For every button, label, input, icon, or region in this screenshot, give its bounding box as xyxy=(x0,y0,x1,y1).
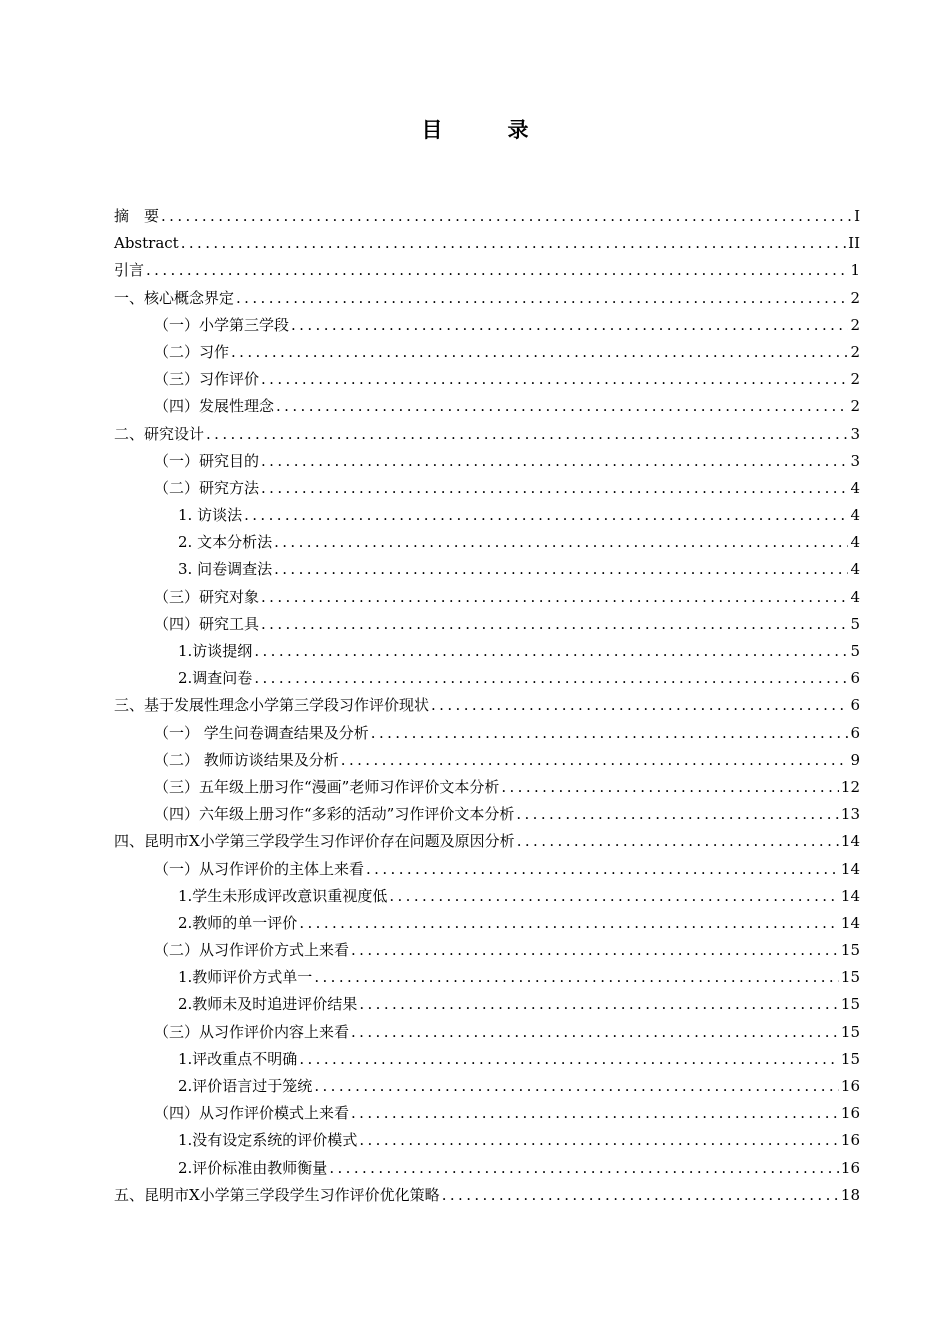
toc-entry[interactable] xyxy=(114,1155,860,1182)
toc-entry-page-number: 14 xyxy=(840,832,860,851)
toc-entry-label: （二）研究方法 xyxy=(154,478,260,497)
toc-entry[interactable] xyxy=(114,1019,860,1046)
toc-entry-page-number: 15 xyxy=(840,941,860,960)
toc-entry-label: 1.访谈提纲 xyxy=(178,642,253,660)
toc-entry-label: （二）从习作评价方式上来看 xyxy=(154,941,350,960)
toc-entry-label: 1.学生未形成评改意识重视度低 xyxy=(178,886,388,905)
dot-leader xyxy=(236,285,848,312)
dot-leader xyxy=(254,638,848,665)
toc-entry[interactable] xyxy=(114,1182,860,1209)
toc-entry-page-number: I xyxy=(854,207,860,225)
toc-entry-page-number: 13 xyxy=(840,805,860,824)
toc-entry-label: 五、昆明市X小学第三学段学生习作评价优化策略 xyxy=(114,1185,440,1204)
toc-entry-page-number: II xyxy=(848,234,860,253)
toc-entry[interactable] xyxy=(114,1046,860,1073)
toc-entry[interactable] xyxy=(114,529,860,556)
dot-leader xyxy=(516,801,839,828)
toc-entry-page-number: 15 xyxy=(840,995,860,1014)
toc-entry-label: （三）研究对象 xyxy=(154,587,260,606)
toc-entry[interactable] xyxy=(114,257,860,284)
dot-leader xyxy=(261,366,848,393)
toc-entry-page-number: 5 xyxy=(850,642,860,660)
toc-entry-page-number: 12 xyxy=(840,777,860,796)
toc-entry-label: 2. 文本分析法 xyxy=(178,533,273,552)
dot-leader xyxy=(366,856,839,883)
dot-leader xyxy=(389,883,839,910)
dot-leader xyxy=(517,828,839,855)
toc-entry-page-number: 16 xyxy=(840,1158,860,1177)
toc-entry[interactable] xyxy=(114,1127,860,1154)
toc-entry-label: （三）习作评价 xyxy=(154,370,260,389)
dot-leader xyxy=(329,1155,839,1182)
toc-entry-label: Abstract xyxy=(114,234,179,253)
toc-entry[interactable] xyxy=(114,937,860,964)
toc-entry[interactable] xyxy=(114,393,860,420)
toc-entry[interactable] xyxy=(114,665,860,692)
toc-entry-label: （三）五年级上册习作“漫画”老师习作评价文本分析 xyxy=(154,777,500,796)
toc-entry-page-number: 1 xyxy=(850,261,860,280)
toc-entry-page-number: 4 xyxy=(850,533,860,552)
toc-entry[interactable] xyxy=(114,747,860,774)
toc-entry[interactable] xyxy=(114,964,860,991)
dot-leader xyxy=(261,448,848,475)
toc-entry-page-number: 16 xyxy=(840,1077,860,1095)
toc-entry-label: 1. 访谈法 xyxy=(178,506,243,525)
dot-leader xyxy=(351,1019,839,1046)
toc-entry-label: 1.评改重点不明确 xyxy=(178,1049,298,1068)
toc-entry-label: （四）发展性理念 xyxy=(154,397,275,416)
toc-entry-label: （四）研究工具 xyxy=(154,614,260,633)
toc-entry-label: （三）从习作评价内容上来看 xyxy=(154,1022,350,1041)
toc-entry-label: 引言 xyxy=(114,261,145,280)
toc-entry-page-number: 14 xyxy=(840,859,860,878)
dot-leader xyxy=(299,910,839,937)
page-title: 目 录 xyxy=(421,117,551,142)
toc-entry[interactable] xyxy=(114,230,860,257)
toc-entry-label: （二） 教师访谈结果及分析 xyxy=(154,750,339,769)
toc-entry[interactable] xyxy=(114,638,860,665)
dot-leader xyxy=(351,937,839,964)
toc-entry-page-number: 3 xyxy=(850,451,860,470)
toc-entry[interactable] xyxy=(114,475,860,502)
dot-leader xyxy=(181,230,846,257)
toc-entry-page-number: 6 xyxy=(850,669,860,688)
toc-entry-page-number: 4 xyxy=(850,478,860,497)
toc-entry-label: 一、核心概念界定 xyxy=(114,288,235,307)
toc-entry[interactable] xyxy=(114,285,860,312)
dot-leader xyxy=(261,475,848,502)
toc-entry[interactable] xyxy=(114,1100,860,1127)
toc-entry-label: 四、昆明市X小学第三学段学生习作评价存在问题及原因分析 xyxy=(114,832,515,851)
toc-entry-label: 2.评价语言过于笼统 xyxy=(178,1077,313,1095)
toc-entry[interactable] xyxy=(114,1073,860,1100)
toc-entry[interactable] xyxy=(114,801,860,828)
dot-leader xyxy=(206,421,848,448)
toc-entry-page-number: 2 xyxy=(850,370,860,389)
toc-entry-label: （一） 学生问卷调查结果及分析 xyxy=(154,723,369,742)
dot-leader xyxy=(231,339,848,366)
toc-entry[interactable] xyxy=(114,991,860,1018)
toc-entry[interactable] xyxy=(114,421,860,448)
dot-leader xyxy=(314,1073,839,1100)
dot-leader xyxy=(359,991,839,1018)
toc-entry-label: 2.教师未及时追进评价结果 xyxy=(178,995,358,1014)
toc-entry[interactable] xyxy=(114,584,860,611)
dot-leader xyxy=(442,1182,839,1209)
toc-entry-label: 1.没有设定系统的评价模式 xyxy=(178,1131,358,1150)
dot-leader xyxy=(314,964,839,991)
toc-entry[interactable] xyxy=(114,910,860,937)
toc-entry-label: 二、研究设计 xyxy=(114,424,205,443)
dot-leader xyxy=(276,393,848,420)
dot-leader xyxy=(371,720,849,747)
toc-entry-page-number: 2 xyxy=(850,342,860,361)
dot-leader xyxy=(351,1100,839,1127)
toc-entry-page-number: 4 xyxy=(850,560,860,579)
toc-entry[interactable] xyxy=(114,366,860,393)
toc-entry-page-number: 2 xyxy=(850,288,860,307)
toc-entry-page-number: 15 xyxy=(840,968,860,987)
toc-entry[interactable] xyxy=(114,339,860,366)
toc-entry-label: 三、基于发展性理念小学第三学段习作评价现状 xyxy=(114,696,430,715)
toc-entry[interactable] xyxy=(114,692,860,719)
toc-entry-page-number: 16 xyxy=(840,1104,860,1123)
dot-leader xyxy=(254,665,848,692)
toc-entry-page-number: 2 xyxy=(850,397,860,416)
toc-entry-label: （四）从习作评价模式上来看 xyxy=(154,1104,350,1123)
toc-entry-label: （二）习作 xyxy=(154,342,230,361)
dot-leader xyxy=(299,1046,839,1073)
dot-leader xyxy=(341,747,849,774)
toc-entry[interactable] xyxy=(114,856,860,883)
toc-entry-label: （一）从习作评价的主体上来看 xyxy=(154,859,365,878)
toc-entry-page-number: 4 xyxy=(850,506,860,525)
toc-entry[interactable] xyxy=(114,883,860,910)
toc-entry-label: 2.教师的单一评价 xyxy=(178,913,298,932)
dot-leader xyxy=(146,257,848,284)
toc-entry-label: （四）六年级上册习作“多彩的活动”习作评价文本分析 xyxy=(154,805,515,824)
dot-leader xyxy=(274,529,848,556)
toc-entry-page-number: 9 xyxy=(850,750,860,769)
dot-leader xyxy=(261,584,848,611)
toc-entry-page-number: 15 xyxy=(840,1049,860,1068)
toc-entry[interactable] xyxy=(114,774,860,801)
dot-leader xyxy=(274,556,848,583)
toc-entry-page-number: 4 xyxy=(850,587,860,606)
toc-entry-page-number: 6 xyxy=(850,723,860,742)
toc-entry-page-number: 6 xyxy=(850,696,860,715)
toc-entry[interactable] xyxy=(114,611,860,638)
toc-entry-page-number: 16 xyxy=(840,1131,860,1150)
toc-entry-label: 3. 问卷调查法 xyxy=(178,560,273,579)
toc-entry-label: （一）小学第三学段 xyxy=(154,315,290,334)
toc-entry-page-number: 14 xyxy=(840,913,860,932)
toc-entry-label: 摘 要 xyxy=(114,207,160,225)
dot-leader xyxy=(291,312,848,339)
toc-entry-page-number: 2 xyxy=(850,315,860,334)
toc-entry-label: 2.调查问卷 xyxy=(178,669,253,688)
toc-entry-page-number: 15 xyxy=(840,1022,860,1041)
dot-leader xyxy=(359,1127,839,1154)
dot-leader xyxy=(261,611,848,638)
toc-entry-label: 1.教师评价方式单一 xyxy=(178,968,313,987)
toc-entry-page-number: 18 xyxy=(840,1185,860,1204)
toc-entry[interactable] xyxy=(114,502,860,529)
dot-leader xyxy=(501,774,839,801)
dot-leader xyxy=(431,692,848,719)
dot-leader xyxy=(244,502,848,529)
toc-entry-page-number: 14 xyxy=(840,886,860,905)
toc-entry[interactable] xyxy=(114,556,860,583)
toc-entry[interactable] xyxy=(114,448,860,475)
toc-entry[interactable] xyxy=(114,203,860,230)
toc-entry[interactable] xyxy=(114,828,860,855)
table-of-contents xyxy=(114,203,860,1209)
dot-leader xyxy=(161,203,852,230)
toc-entry-page-number: 3 xyxy=(850,424,860,443)
toc-entry-label: （一）研究目的 xyxy=(154,451,260,470)
toc-entry-label: 2.评价标准由教师衡量 xyxy=(178,1158,328,1177)
toc-entry-page-number: 5 xyxy=(850,614,860,633)
toc-entry[interactable] xyxy=(114,312,860,339)
toc-entry[interactable] xyxy=(114,720,860,747)
